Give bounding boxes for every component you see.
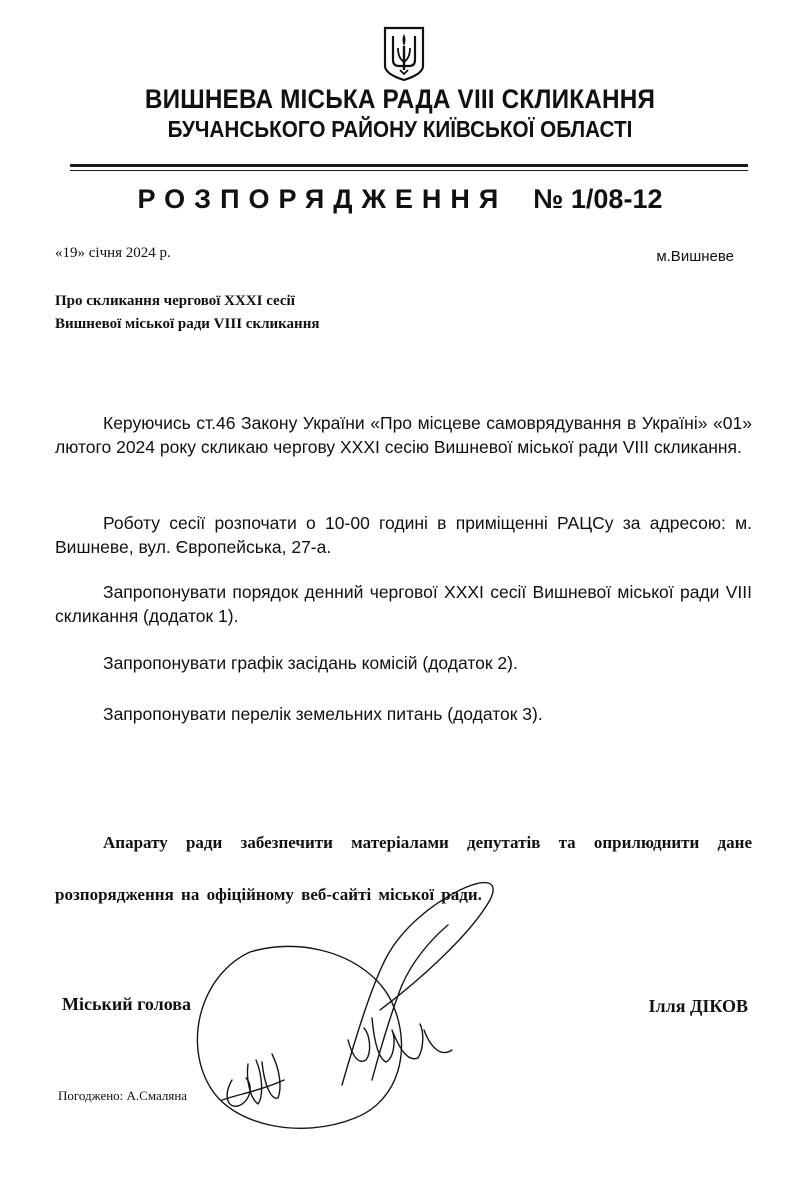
subject-line-1: Про скликання чергової XXXI сесії (55, 293, 295, 309)
council-district: БУЧАНСЬКОГО РАЙОНУ КИЇВСЬКОЇ ОБЛАСТІ (167, 116, 633, 142)
approval-note: Погоджено: А.Смаляна (58, 1088, 188, 1103)
document-subject (55, 290, 319, 336)
paragraph-1: Керуючись ст.46 Закону України «Про місцеве самоврядування в Україні» «01» лютого 2024 року скликаю чергову XXXI сесію Вишневої міської ради VIII скликання. (55, 413, 752, 457)
document-place: м.Вишневе (656, 248, 734, 265)
trident-emblem-icon (382, 26, 426, 82)
paragraph-3: Запропонувати порядок денний чергової XXXI сесії Вишневої міської ради VIII скликання (додаток 1). (55, 582, 752, 626)
paragraph-4: Запропонувати графік засідань комісій (додаток 2). (103, 653, 518, 673)
document-title (0, 184, 800, 215)
signatory-position: Міський голова (62, 994, 191, 1014)
council-name: ВИШНЕВА МІСЬКА РАДА VIII СКЛИКАННЯ (144, 84, 656, 114)
paragraph-5: Запропонувати перелік земельних питань (додаток 3). (103, 704, 543, 724)
signatory-name: Ілля ДІКОВ (648, 996, 748, 1016)
header-divider-thin (70, 170, 748, 171)
header-divider-thick (70, 164, 748, 167)
paragraph-2: Роботу сесії розпочати о 10-00 годині в приміщенні РАЦСу за адресою: м. Вишневе, вул. Європейська, 27-а. (55, 513, 752, 557)
subject-line-2: Вишневої міської ради VIII скликання (55, 316, 320, 332)
paragraph-6: Апарату ради забезпечити матеріалами депутатів та оприлюднити дане розпорядження на офіційному веб-сайті міської ради. (55, 833, 752, 904)
document-date: «19» січня 2024 р. (55, 245, 171, 261)
document-number: № 1/08-12 (533, 184, 663, 214)
document-type: РОЗПОРЯДЖЕННЯ (137, 184, 508, 214)
